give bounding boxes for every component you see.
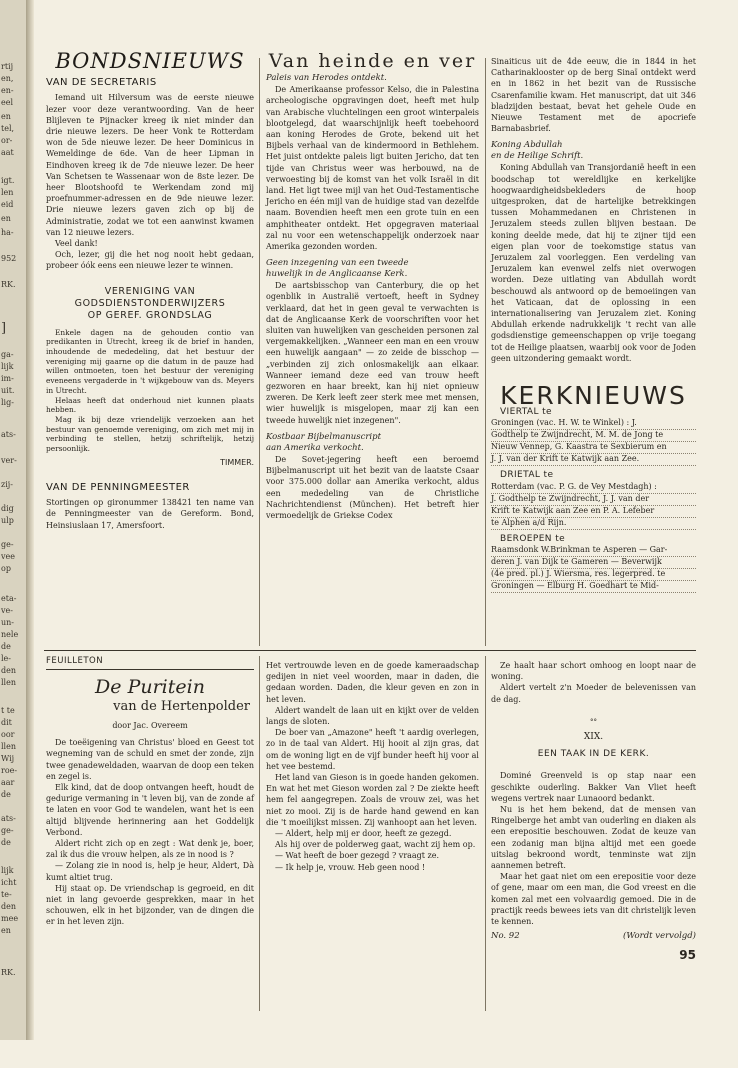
feuilleton-column-1 — [46, 656, 254, 928]
subheading: Kostbaar Bijbelmanuscript — [266, 431, 381, 442]
margin-fragment: ats- — [1, 430, 16, 439]
section-divider — [44, 650, 696, 651]
bondsnieuws-title: BONDSNIEUWS — [55, 49, 245, 73]
margin-fragment: llen — [1, 678, 17, 687]
paragraph: De aartsbisschop van Canterbury, die op het ogenblik in Australië vertoeft, heeft in Sydney verklaard, dat het in geen geval te verwachten is dat de Anglicaanse Kerk de voorschriften voor het sluiten van huwelijken van gescheiden personen zal vergemakkelijken. „Wanneer een man en een vrouw een huwelijk aangaan" — zo zeide de bisschop — „verbinden zij zich onlosmakelijk aan elkaar. Wanneer iemand deze eed van trouw heeft gezworen en haar breekt, kan hij niet opnieuw zweren. De Kerk leeft zeer sterk mee met mensen, wier huwelijk is misgelopen, maar zij kan een tweede huwelijk niet inzegenen". — [266, 281, 479, 425]
margin-fragment: den — [1, 666, 17, 675]
right-column — [491, 56, 696, 593]
margin-fragment: ha- — [1, 228, 14, 237]
feuilleton-author: door Jac. Overeem — [112, 721, 188, 731]
kerk-line: Groningen — Elburg H. Goedhart te Mid- — [491, 581, 696, 593]
margin-fragment: llen — [1, 742, 17, 751]
margin-fragment: RK. — [1, 280, 16, 289]
margin-fragment: ] — [1, 321, 7, 336]
margin-fragment: ga- — [1, 350, 14, 359]
column-divider — [259, 58, 260, 646]
kerk-line: Godthelp te Zwijndrecht, M. M. de Jong te — [491, 430, 696, 442]
margin-fragment: en- — [1, 86, 14, 95]
column-divider — [259, 656, 260, 1011]
margin-fragment: roe- — [1, 766, 18, 775]
margin-fragment: ver- — [1, 456, 17, 465]
paragraph: — Zolang zie in nood is, help je heur, Aldert, Dà kumt altiet trug. — [46, 861, 254, 882]
margin-fragment: en, — [1, 74, 14, 83]
vereniging-heading-line: GODSDIENSTONDERWIJZERS — [74, 297, 226, 309]
paragraph: — Ik help je, vrouw. Heb geen nood ! — [275, 862, 426, 872]
paragraph: Het land van Gieson is in goede handen gekomen. En wat het met Gieson worden zal ? De ziekte heeft hem fel aangegrepen. Zoals de vrouw zei, was het niet zo mooi. Zij is de harde hand gewend en kan die 't moeilijkst missen. Zij wanhoopt aan het leven. — [266, 773, 479, 827]
penningmeester-heading: VAN DE PENNINGMEESTER — [46, 482, 190, 493]
margin-fragment: vee — [1, 552, 15, 561]
margin-fragment: op — [1, 564, 11, 573]
paragraph: Nu is het hem bekend, dat de mensen van Ringelberge het ambt van ouderling en diaken als een erepositie beschouwen. Zodat de keuze van een zodanig man bijna altijd met een goede uitslag bekroond wordt, tenminste wat zijn aannemen betreft. — [491, 805, 696, 871]
margin-fragment: den — [1, 902, 17, 911]
heinde-column — [266, 50, 479, 521]
paragraph: Iemand uit Hilversum was de eerste nieuwe lezer voor deze verantwoording. Van de heer Blijleven te Pijnacker kreeg ik niet minder dan drie nieuwe lezers. De heer Vonk te Rotterdam won de 5de nieuwe lezer. De heer Dominicus in Wemeldinge de 6de. Van de heer Lipman in Eindhoven kreeg ik de 7de nieuwe lezer. De heer Van Schetsen te Wassenaar won de 8ste lezer. De heer Blootshoofd te Werkendam zond mij proefnummer-adressen en de 9de nieuwe lezer. Drie nieuwe lezers gaven zich op bij de Administratie, zodat we tot een aanwinst kwamen van 12 nieuwe lezers. — [46, 93, 254, 237]
margin-fragment: t te — [1, 706, 15, 715]
margin-fragment: dig — [1, 504, 14, 513]
paragraph: — Wat heeft de boer gezegd ? vraagt ze. — [275, 851, 440, 861]
kerk-group-label: VIERTAL te — [500, 407, 552, 418]
kerk-line: Nieuw Vennep, G. Kaastra te Sexbierum en — [491, 442, 696, 454]
margin-fragment: lijk — [1, 866, 14, 875]
paragraph: Dominé Greenveld is op stap naar een geschikte ouderling. Bakker Van Vliet heeft wegens vertrek naar Lunaoord bedankt. — [491, 771, 696, 803]
paragraph: Het vertrouwde leven en de goede kameraadschap gedijen in niet veel woorden, maar in daden, die gedaan worden. Daden, die kleur geven en zon in het leven. — [266, 661, 479, 704]
margin-fragment: igt. — [1, 176, 15, 185]
issue-number: No. 92 — [491, 931, 520, 942]
margin-fragment: lig- — [1, 398, 14, 407]
vereniging-heading-line: VERENIGING VAN — [104, 285, 196, 297]
margin-fragment: zij- — [1, 480, 13, 489]
paragraph: Koning Abdullah van Transjordanië heeft in een boodschap tot wereldlijke en kerkelijke hoogwaardigheidsbekleders de hoop uitgesproken, dat de hartelijke betrekkingen tussen Mohammedanen en Christenen in Jeruzalem steeds zullen blijven bestaan. De koning deelde mede, dat hij te zijner tijd een eigen plan voor de toekomstige status van Jeruzalem zal voorleggen. Een verdeling van Jeruzalem kan evenwel zelfs niet overwogen worden. Deze uitlating van Abdullah wordt beschouwd als antwoord op de bemoeiingen van het Vaticaan, dat de oplossing in een internationalisering van Jeruzalem ziet. Koning Abdullah erkende nadrukkelijk 't recht van alle godsdienstige gemeenschappen op vrije toegang tot de Heilige plaatsen, waarbij ook voor de Joden geen uitzondering gemaakt wordt. — [491, 163, 696, 363]
signature: TIMMER. — [220, 457, 254, 467]
paragraph: De Amerikaanse professor Kelso, die in Palestina archeologische opgravingen doet, heeft met hulp van Arabische vluchtelingen een groot winterpaleis blootgelegd, dat waarschijnlijk heeft toebehoord aan koning Herodes de Grote, bekend uit het Bijbels verhaal van de kindermoord in Bethlehem. Het juist ontdekte paleis ligt buiten Jericho, dat ten tijde van Christus weer was herbouwd, na de verwoesting bij de komst van het volk Israël in dit land. Het ligt twee mijl van het Oud-Testamentische Jericho en één mijl van de huidige stad van dezelfde naam. Bovendien heeft men een grote tuin en een amphitheater ontdekt. Het opgegraven materiaal zal nu voor een wetenschappelijk onderzoek naar Amerika gezonden worden. — [266, 85, 479, 252]
chapter-number: XIX. — [583, 732, 604, 743]
feuilleton-column-2 — [266, 660, 479, 873]
subheading: Geen inzegening van een tweede — [266, 258, 409, 269]
paragraph: De Sovet-jegering heeft een beroemd Bijbelmanuscript uit het bezit van de laatste Csaar voor 375.000 dollar aan Amerika verkocht, aldus een mededeling van de Christliche Nachrichtendienst (München). Het betreft hier vermoedelijk de Griekse Codex — [266, 454, 479, 520]
paragraph: Stortingen op gironummer 138421 ten name van de Penningmeester van de Gereform. Bond, Heinsiuslaan 17, Amersfoort. — [46, 498, 254, 530]
margin-fragment: len — [1, 188, 14, 197]
feuilleton-subtitle: van de Hertenpolder — [113, 699, 250, 715]
paragraph: Ze haalt haar schort omhoog en loopt naar de woning. — [491, 661, 696, 682]
vereniging-heading-line: OP GEREF. GRONDSLAG — [87, 309, 213, 321]
subheading: Koning Abdullah — [491, 140, 563, 151]
column-divider — [485, 58, 486, 646]
paragraph: Sinaiticus uit de 4de eeuw, die in 1844 in het Catharinaklooster op de berg Sinaï ontdekt werd en in 1862 in het bezit van de Russische Csarenfamilie kwam. Het manuscript, dat uit 346 bladzijden bestaat, bevat het gehele Oude en Nieuwe Testament met de apocriefe Barnabasbrief. — [491, 57, 696, 134]
kerk-line: Raamsdonk W.Brinkman te Asperen — Gar- — [491, 545, 696, 557]
feuilleton-label: FEUILLETON — [46, 656, 254, 670]
margin-fragment: mee — [1, 914, 19, 923]
chapter-title: EEN TAAK IN DE KERK. — [537, 749, 650, 760]
paragraph: Veel dank! — [55, 239, 98, 249]
paragraph: Och, lezer, gij die het nog nooit hebt gedaan, probeer óók eens een nieuwe lezer te winnen. — [46, 250, 254, 271]
margin-fragment: nele — [1, 630, 19, 639]
kerk-line: Rotterdam (vac. P. G. de Vey Mestdagh) : — [491, 482, 696, 494]
margin-fragment: te- — [1, 890, 12, 899]
margin-fragment: tel, — [1, 124, 15, 133]
paragraph: Helaas heeft dat onderhoud niet kunnen plaats hebben. — [46, 395, 254, 415]
margin-fragment: ge- — [1, 540, 14, 549]
margin-fragment: eta- — [1, 594, 17, 603]
kerk-line: J. Godthelp te Zwijndrecht, J. J. van der — [491, 494, 696, 506]
paragraph: Aldert wandelt de laan uit en kijkt over de velden langs de sloten. — [266, 705, 479, 727]
margin-fragment: en — [1, 112, 11, 121]
paragraph: De toeëigening van Christus' bloed en Geest tot wegneming van de schuld en smet der zonde, zijn twee genadeweldaden, waarvan de doop een teken en zegel is. — [46, 738, 254, 781]
margin-fragment: de — [1, 790, 11, 799]
margin-fragment: ge- — [1, 826, 14, 835]
kerk-line: J. J. van der Krift te Katwijk aan Zee. — [491, 454, 696, 466]
paragraph: — Aldert, help mij er door, heeft ze gezegd. — [275, 829, 452, 839]
subheading: en de Heilige Schrift. — [491, 151, 584, 162]
continued-note: (Wordt vervolgd) — [623, 931, 696, 942]
kerk-line: Groningen (vac. H. W. te Winkel) : J. — [491, 418, 696, 430]
margin-fragment: eid — [1, 200, 14, 209]
kerknieuws-title: KERKNIEUWS — [500, 381, 687, 411]
vereniging-heading — [46, 286, 254, 322]
kerk-group-label: BEROEPEN te — [500, 533, 566, 544]
secretaris-heading: VAN DE SECRETARIS — [46, 77, 157, 89]
kerk-group-label: DRIETAL te — [500, 470, 554, 481]
margin-fragment: ve- — [1, 606, 13, 615]
kerk-line: te Alphen a/d Rijn. — [491, 518, 696, 530]
subheading: Paleis van Herodes ontdekt. — [266, 73, 387, 84]
margin-fragment: aat — [1, 148, 14, 157]
paragraph: De boer van „Amazone" heeft 't aardig overlegen, zo in de taal van Aldert. Hij hooit al zijn gras, dat om de woning ligt en de vijf bunder heeft hij voor al het vee bestemd. — [266, 728, 479, 771]
kerk-line: (4e pred. pl.) J. Wiersma, res. legerpred. te — [491, 569, 696, 581]
margin-fragment: lijk — [1, 362, 14, 371]
binding-gutter — [26, 0, 34, 1040]
paragraph: Hij staat op. De vriendschap is gegroeid, en dit niet in lang gevoerde gesprekken, maar in het schouwen, elk in het bijzonder, van de dingen die er in het leven zijn. — [46, 883, 254, 927]
kerknieuws-section — [491, 381, 696, 593]
heinde-title: Van heinde en ver — [268, 50, 477, 72]
margin-fragment: eel — [1, 98, 14, 107]
subheading: huwelijk in de Anglicaanse Kerk. — [266, 269, 408, 280]
feuilleton-title: De Puritein — [95, 676, 205, 699]
paragraph: Als hij over de polderweg gaat, wacht zij hem op. — [275, 840, 476, 850]
margin-fragment: rtij — [1, 62, 14, 71]
paragraph: Enkele dagen na de gehouden contio van predikanten in Utrecht, kreeg ik de brief in handen, inhoudende de mededeling, dat het bestuur der vereniging mij gaarne op die datum in de pauze had willen ontmoeten, toen het bestuur der vereniging eveneens vergaderde in 't wijkgebouw van ds. Meyers in Utrecht. — [46, 327, 254, 395]
kerk-line: deren J. van Dijk te Gameren — Beverwijk — [491, 557, 696, 569]
paragraph: Elk kind, dat de doop ontvangen heeft, houdt de gedurige vermaning in 't leven bij, van de zonde af te laten en voor God te wandelen, want het is een altijd blijvende herinnering aan het Goddelijk Verbond. — [46, 783, 254, 837]
margin-fragment: im- — [1, 374, 14, 383]
paragraph: Aldert vertelt z'n Moeder de belevenissen van de dag. — [491, 683, 696, 704]
margin-fragment: uit. — [1, 386, 15, 395]
margin-fragment: de — [1, 838, 11, 847]
margin-fragment: RK. — [1, 968, 16, 977]
margin-fragment: icht — [1, 878, 17, 887]
margin-fragment: en — [1, 214, 11, 223]
margin-fragment: en — [1, 926, 11, 935]
column-divider — [485, 656, 486, 1011]
margin-fragment: un- — [1, 618, 15, 627]
margin-fragment: de — [1, 642, 11, 651]
margin-fragment: 952 — [1, 254, 17, 263]
footer-line — [491, 931, 696, 942]
subheading: aan Amerika verkocht. — [266, 442, 364, 453]
margin-fragment: le- — [1, 654, 11, 663]
paragraph: Maar het gaat niet om een erepositie voor deze of gene, maar om een man, die God vreest en die komen zal met een volvaardig gemoed. Die in de practijk reeds bewees iets van dit christelijk leven te kennen. — [491, 872, 696, 927]
ornament: °° — [590, 717, 597, 726]
margin-fragment: dit — [1, 718, 12, 727]
page-number: 95 — [679, 948, 696, 963]
margin-fragment: Wij — [1, 754, 15, 763]
paragraph: Aldert richt zich op en zegt : Wat denk je, boer, zal ik dus die vrouw helpen, als ze in nood is ? — [46, 839, 254, 860]
margin-fragment: ulp — [1, 516, 14, 525]
margin-fragment: aar — [1, 778, 15, 787]
feuilleton-column-3 — [491, 660, 696, 962]
margin-fragment: oor — [1, 730, 15, 739]
kerk-line: Krift te Katwijk aan Zee en P. A. Lefeber — [491, 506, 696, 518]
margin-fragment: or- — [1, 136, 13, 145]
margin-fragment: ats- — [1, 814, 16, 823]
paragraph: Mag ik bij deze vriendelijk verzoeken aan het bestuur van genoemde vereniging, om zich met mij in verbinding te stellen, hetzij schriftelijk, hetzij persoonlijk. — [46, 414, 254, 454]
bondsnieuws-column — [46, 49, 254, 531]
